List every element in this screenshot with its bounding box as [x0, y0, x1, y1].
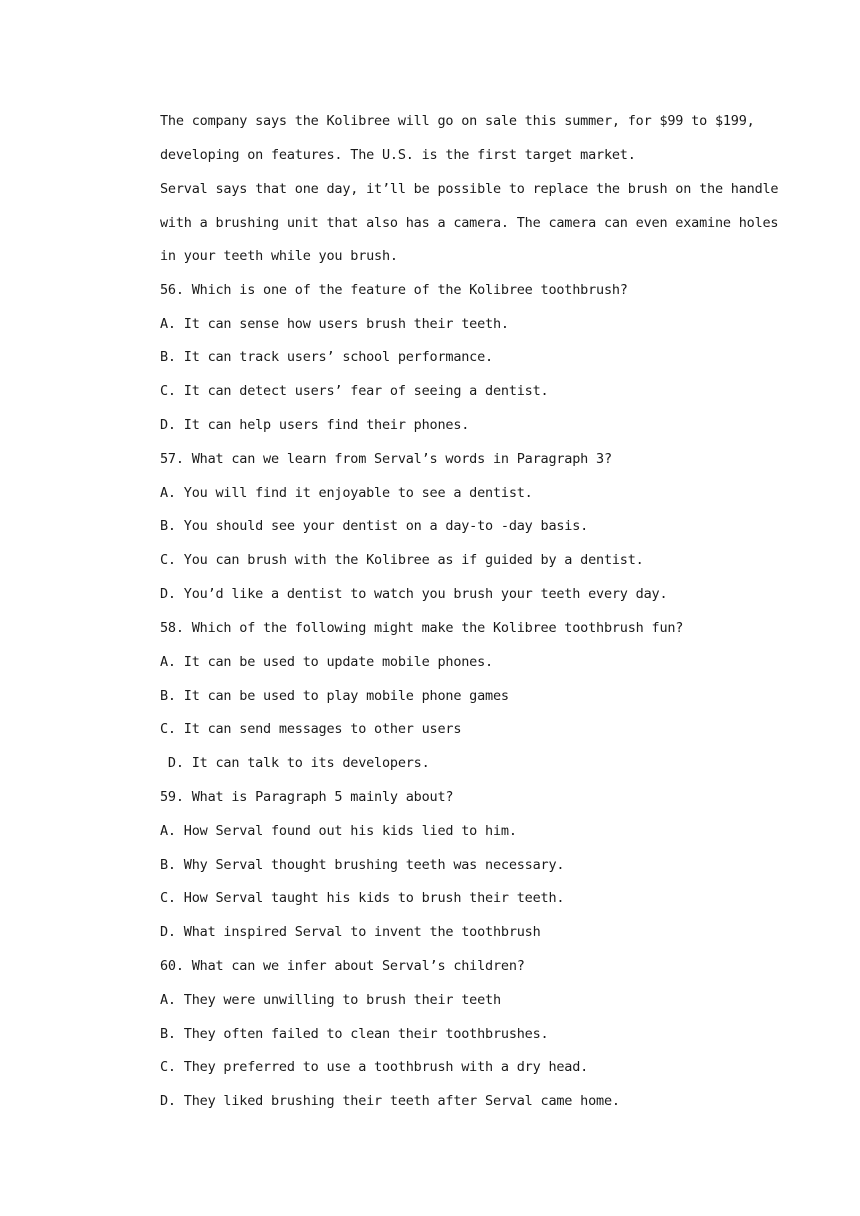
- answer-option: D. You’d like a dentist to watch you brush your teeth every day.: [160, 586, 668, 602]
- answer-option: A. They were unwilling to brush their teeth: [160, 992, 501, 1008]
- answer-option: B. You should see your dentist on a day-to -day basis.: [160, 518, 589, 534]
- passage-line: developing on features. The U.S. is the first target market.: [160, 147, 636, 163]
- question-stem: 58. Which of the following might make the Kolibree toothbrush fun?: [160, 620, 684, 636]
- answer-option: C. You can brush with the Kolibree as if guided by a dentist.: [160, 552, 644, 568]
- question-stem: 56. Which is one of the feature of the Kolibree toothbrush?: [160, 282, 628, 298]
- answer-option: C. It can detect users’ fear of seeing a dentist.: [160, 383, 549, 399]
- answer-option: D. It can help users find their phones.: [160, 417, 470, 433]
- answer-option: A. You will find it enjoyable to see a dentist.: [160, 485, 533, 501]
- answer-option: B. It can track users’ school performance.: [160, 349, 493, 365]
- question-stem: 59. What is Paragraph 5 mainly about?: [160, 789, 454, 805]
- question-stem: 60. What can we infer about Serval’s children?: [160, 958, 525, 974]
- passage-line: with a brushing unit that also has a camera. The camera can even examine holes: [160, 215, 779, 231]
- passage-line: Serval says that one day, it’ll be possible to replace the brush on the handle: [160, 181, 779, 197]
- answer-option: C. They preferred to use a toothbrush with a dry head.: [160, 1059, 589, 1075]
- answer-option: A. How Serval found out his kids lied to him.: [160, 823, 517, 839]
- answer-option: D. What inspired Serval to invent the toothbrush: [160, 924, 541, 940]
- passage-line: in your teeth while you brush.: [160, 248, 398, 264]
- answer-option: C. It can send messages to other users: [160, 721, 462, 737]
- answer-option: A. It can sense how users brush their teeth.: [160, 316, 509, 332]
- answer-option: C. How Serval taught his kids to brush their teeth.: [160, 890, 565, 906]
- answer-option: D. They liked brushing their teeth after Serval came home.: [160, 1093, 620, 1109]
- passage-line: The company says the Kolibree will go on sale this summer, for $99 to $199,: [160, 113, 755, 129]
- answer-option: D. It can talk to its developers.: [160, 755, 430, 771]
- question-stem: 57. What can we learn from Serval’s words in Paragraph 3?: [160, 451, 612, 467]
- answer-option: B. It can be used to play mobile phone games: [160, 688, 509, 704]
- answer-option: B. Why Serval thought brushing teeth was necessary.: [160, 857, 565, 873]
- answer-option: B. They often failed to clean their toothbrushes.: [160, 1026, 549, 1042]
- answer-option: A. It can be used to update mobile phones.: [160, 654, 493, 670]
